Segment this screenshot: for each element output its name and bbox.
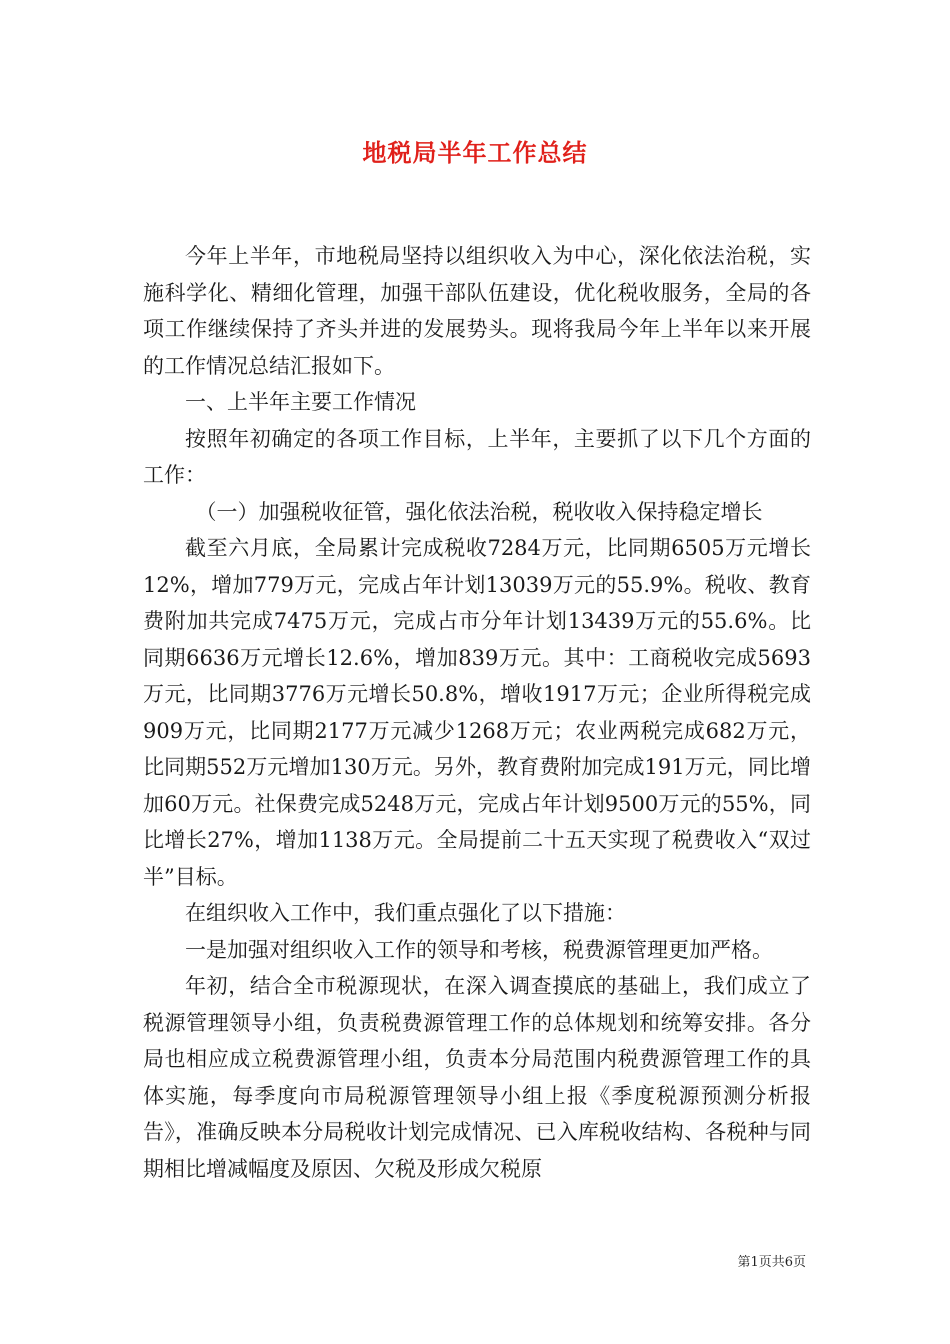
paragraph-revenue-figures: 截至六月底，全局累计完成税收7284万元，比同期6505万元增长12%，增加779万元，完成占年计划13039万元的55.9%。税收、教育费附加共完成7475万元，完成占市分年计划13439万元的55.6%。比同期6636万元增长12.6%，增加839万元。其中：工商税收完成5693万元，比同期3776万元增长50.8%，增收1917万元；企业所得税完成909万元，比同期2177万元减少1268万元；农业两税完成682万元，比同期552万元增加130万元。另外，教育费附加完成191万元，同比增加60万元。社保费完成5248万元，完成占年计划9500万元的55%，同比增长27%，增加1138万元。全局提前二十五天实现了税费收入“双过半”目标。 xyxy=(143,536,811,889)
paragraph-intro: 今年上半年，市地税局坚持以组织收入为中心，深化依法治税，实施科学化、精细化管理，加强干部队伍建设，优化税收服务，全局的各项工作继续保持了齐头并进的发展势头。现将我局今年上半年以来开展的工作情况总结汇报如下。 xyxy=(143,244,811,378)
subsection-heading-1: （一）加强税收征管，强化依法治税，税收收入保持稳定增长 xyxy=(195,499,763,524)
paragraph-measure-1: 一是加强对组织收入工作的领导和考核，税费源管理更加严格。 xyxy=(185,937,773,962)
page-indicator: 第1页共6页 xyxy=(737,1255,806,1270)
section-heading-1: 一、上半年主要工作情况 xyxy=(185,390,416,414)
paragraph-measures-intro: 在组织收入工作中，我们重点强化了以下措施： xyxy=(185,901,626,925)
paragraph-goals: 按照年初确定的各项工作目标，上半年，主要抓了以下几个方面的工作： xyxy=(143,426,811,487)
document-title: 地税局半年工作总结 xyxy=(362,138,588,167)
paragraph-tax-source-management: 年初，结合全市税源现状，在深入调查摸底的基础上，我们成立了税源管理领导小组，负责税费源管理工作的总体规划和统筹安排。各分局也相应成立税费源管理小组，负责本分局范围内税费源管理工作的具体实施，每季度向市局税源管理领导小组上报《季度税源预测分析报告》，准确反映本分局税收计划完成情况、已入库税收结构、各税种与同期相比增减幅度及原因、欠税及形成欠税原 xyxy=(143,974,811,1181)
document-body xyxy=(143,238,811,1187)
